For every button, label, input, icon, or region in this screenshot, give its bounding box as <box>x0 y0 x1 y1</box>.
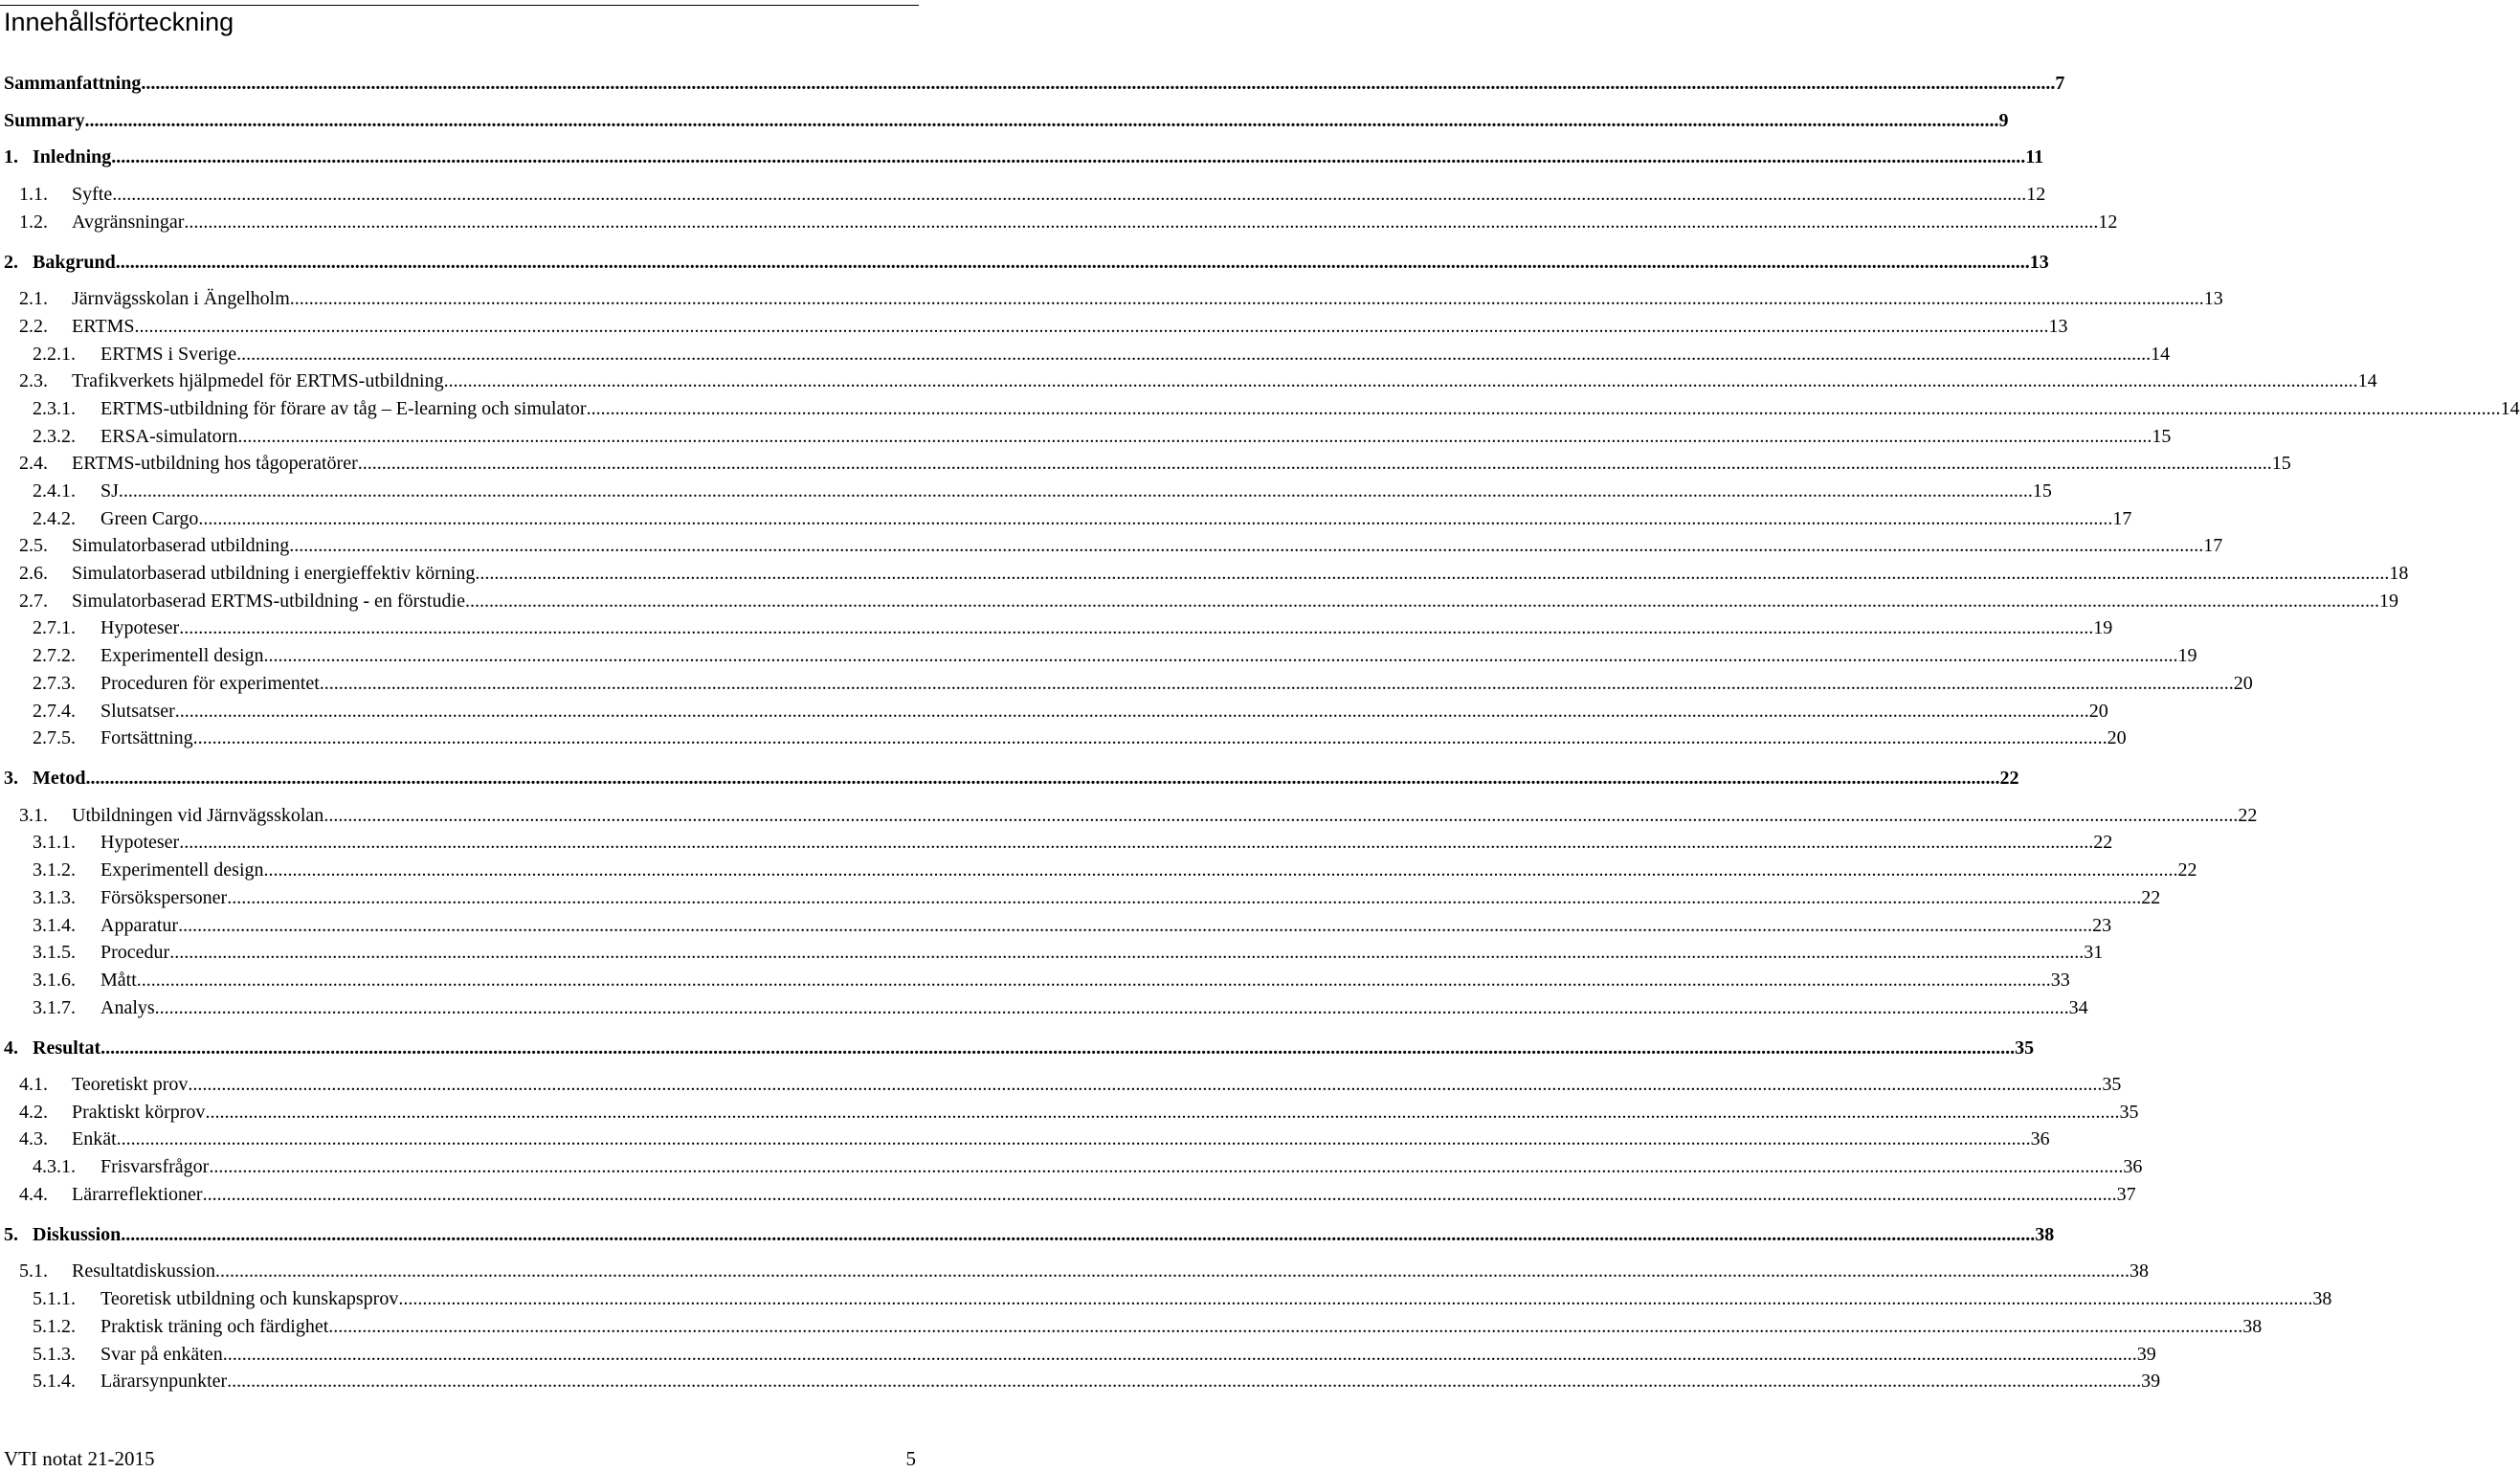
toc-entry-number: 2.7.5. <box>33 727 76 748</box>
toc-entry-number: 2.4. <box>19 453 48 474</box>
dot-leader: ................................................................................................................................................................................................................................................................................................................................................................................................................ <box>174 701 2089 722</box>
toc-entry[interactable] <box>0 1258 2150 1284</box>
toc-entry-page: 7 <box>2055 73 2065 94</box>
toc-entry-title: Diskussion <box>33 1224 122 1245</box>
toc-entry[interactable] <box>0 1071 2122 1098</box>
toc-entry[interactable] <box>0 1181 2136 1208</box>
toc-entry-title: ERTMS-utbildning hos tågoperatörer <box>72 453 358 474</box>
toc-entry-number: 4.3.1. <box>33 1156 76 1177</box>
toc-entry[interactable] <box>0 313 2068 340</box>
toc-entry-title: Analys <box>100 997 155 1018</box>
toc-entry-page: 33 <box>2050 970 2070 991</box>
dot-leader: ................................................................................................................................................................................................................................................................................................................................................................................................................ <box>188 1074 2103 1095</box>
toc-entry[interactable] <box>0 341 2171 368</box>
dot-leader: ................................................................................................................................................................................................................................................................................................................................................................................................................ <box>179 617 2094 638</box>
dot-leader: ................................................................................................................................................................................................................................................................................................................................................................................................................ <box>178 915 2093 936</box>
toc-entry-number: 2.2. <box>19 316 48 337</box>
footer-report-id: VTI notat 21-2015 <box>4 1447 155 1470</box>
toc-entry[interactable] <box>0 1368 2161 1394</box>
toc-entry-title: Teoretiskt prov <box>72 1074 189 1095</box>
toc-entry[interactable] <box>0 70 2065 97</box>
toc-entry-page: 15 <box>2271 453 2291 474</box>
toc-entry-number: 3.1.4. <box>33 915 76 936</box>
toc-entry-page: 38 <box>2130 1260 2150 1282</box>
dot-leader: ................................................................................................................................................................................................................................................................................................................................................................................................................ <box>263 645 2178 666</box>
dot-leader: ................................................................................................................................................................................................................................................................................................................................................................................................................ <box>121 1224 2036 1245</box>
toc-entry-title: Avgränsningar <box>72 212 185 233</box>
toc-entry[interactable] <box>0 884 2161 911</box>
toc-entry-page: 22 <box>2238 805 2258 826</box>
toc-entry[interactable] <box>0 249 2049 276</box>
toc-entry[interactable] <box>0 209 2118 235</box>
toc-entry[interactable] <box>0 285 2223 312</box>
dot-leader: ................................................................................................................................................................................................................................................................................................................................................................................................................ <box>237 426 2152 447</box>
toc-entry-page: 38 <box>2242 1316 2263 1337</box>
dot-leader: ................................................................................................................................................................................................................................................................................................................................................................................................................ <box>134 316 2049 337</box>
toc-entry-page: 22 <box>2177 859 2197 881</box>
toc-entry-number: 3.1.1. <box>33 832 76 853</box>
toc-entry-page: 14 <box>2357 370 2377 391</box>
toc-entry-number: 2.7.4. <box>33 701 76 722</box>
toc-entry-page: 22 <box>2141 887 2161 908</box>
toc-entry-page: 37 <box>2116 1184 2136 1205</box>
toc-entry-page: 20 <box>2088 701 2108 722</box>
toc-entry-title: ERSA-simulatorn <box>100 426 238 447</box>
toc-entry[interactable] <box>0 368 2377 394</box>
dot-leader: ................................................................................................................................................................................................................................................................................................................................................................................................................ <box>115 252 2030 273</box>
toc-entry-title: Syfte <box>72 184 113 205</box>
toc-entry-number: 3.1.3. <box>33 887 76 908</box>
toc-entry-number: 2.4.2. <box>33 508 76 529</box>
dot-leader: ................................................................................................................................................................................................................................................................................................................................................................................................................ <box>464 591 2379 612</box>
toc-entry-title: Lärarsynpunkter <box>100 1371 228 1392</box>
dot-leader: ................................................................................................................................................................................................................................................................................................................................................................................................................ <box>169 942 2085 963</box>
toc-entry-title: Svar på enkäten <box>100 1344 223 1365</box>
dot-leader: ................................................................................................................................................................................................................................................................................................................................................................................................................ <box>227 1371 2142 1392</box>
toc-entry-page: 35 <box>2015 1037 2035 1059</box>
toc-entry[interactable] <box>0 532 2223 559</box>
toc-entry-number: 2.2.1. <box>33 344 76 365</box>
toc-entry-page: 17 <box>2203 535 2223 556</box>
dot-leader: ................................................................................................................................................................................................................................................................................................................................................................................................................ <box>111 146 2026 167</box>
toc-entry-page: 39 <box>2136 1344 2156 1365</box>
dot-leader: ................................................................................................................................................................................................................................................................................................................................................................................................................ <box>443 370 2358 391</box>
dot-leader: ................................................................................................................................................................................................................................................................................................................................................................................................................ <box>289 535 2204 556</box>
toc-entry-title: Hypoteser <box>100 832 180 853</box>
toc-entry-title: Praktisk träning och färdighet <box>100 1316 329 1337</box>
toc-entry[interactable] <box>0 1153 2143 1180</box>
toc-entry-number: 4. <box>4 1037 18 1059</box>
toc-entry-number: 3.1.6. <box>33 970 76 991</box>
dot-leader: ................................................................................................................................................................................................................................................................................................................................................................................................................ <box>475 563 2390 584</box>
toc-entry[interactable] <box>0 1341 2156 1368</box>
toc-entry-page: 14 <box>2500 398 2520 419</box>
toc-entry[interactable] <box>0 1126 2050 1152</box>
toc-entry-number: 2.7.2. <box>33 645 76 666</box>
toc-entry[interactable] <box>0 939 2104 966</box>
toc-entry-title: Simulatorbaserad utbildning <box>72 535 290 556</box>
dot-leader: ................................................................................................................................................................................................................................................................................................................................................................................................................ <box>184 212 2099 233</box>
dot-leader: ................................................................................................................................................................................................................................................................................................................................................................................................................ <box>202 1184 2117 1205</box>
toc-entry[interactable] <box>0 725 2127 751</box>
toc-entry-number: 3. <box>4 768 18 789</box>
toc-entry-page: 39 <box>2141 1371 2161 1392</box>
toc-entry-title: Hypoteser <box>100 617 180 638</box>
dot-leader: ................................................................................................................................................................................................................................................................................................................................................................................................................ <box>263 859 2178 881</box>
toc-entry-number: 2.3. <box>19 370 48 391</box>
toc-entry-page: 9 <box>1998 110 2009 131</box>
toc-entry-page: 13 <box>2203 288 2223 309</box>
toc-entry-title: Mått <box>100 970 137 991</box>
toc-entry-page: 35 <box>2119 1102 2139 1123</box>
toc-entry-number: 5.1.4. <box>33 1371 76 1392</box>
toc-entry-number: 4.1. <box>19 1074 48 1095</box>
toc-entry-title: Metod <box>33 768 86 789</box>
toc-entry[interactable] <box>0 614 2113 641</box>
toc-entry[interactable] <box>0 802 2258 829</box>
toc-entry-page: 15 <box>2152 426 2172 447</box>
dot-leader: ................................................................................................................................................................................................................................................................................................................................................................................................................ <box>136 970 2051 991</box>
toc-entry-page: 38 <box>2312 1288 2332 1309</box>
toc-entry[interactable] <box>0 1285 2332 1312</box>
dot-leader: ................................................................................................................................................................................................................................................................................................................................................................................................................ <box>118 480 2033 502</box>
toc-entry[interactable] <box>0 829 2113 856</box>
toc-entry-title: Simulatorbaserad utbildning i energieffektiv körning <box>72 563 476 584</box>
dot-leader: ................................................................................................................................................................................................................................................................................................................................................................................................................ <box>586 398 2501 419</box>
toc-entry[interactable] <box>0 765 2019 792</box>
toc-entry-page: 20 <box>2233 673 2253 694</box>
toc-entry-title: Resultatdiskussion <box>72 1260 216 1282</box>
toc-entry-page: 12 <box>2026 184 2046 205</box>
dot-leader: ................................................................................................................................................................................................................................................................................................................................................................................................................ <box>328 1316 2243 1337</box>
toc-entry[interactable] <box>0 450 2291 477</box>
toc-entry-page: 35 <box>2102 1074 2122 1095</box>
toc-entry-title: ERTMS <box>72 316 135 337</box>
toc-entry-number: 1.1. <box>19 184 48 205</box>
toc-entry-title: Bakgrund <box>33 252 116 273</box>
toc-entry-page: 22 <box>2093 832 2113 853</box>
dot-leader: ................................................................................................................................................................................................................................................................................................................................................................................................................ <box>236 344 2152 365</box>
toc-entry-number: 4.2. <box>19 1102 48 1123</box>
dot-leader: ................................................................................................................................................................................................................................................................................................................................................................................................................ <box>192 727 2107 748</box>
toc-entry[interactable] <box>0 1221 2055 1248</box>
toc-entry-title: Sammanfattning <box>4 73 142 94</box>
toc-entry-title: Resultat <box>33 1037 101 1059</box>
dot-leader: ................................................................................................................................................................................................................................................................................................................................................................................................................ <box>209 1156 2124 1177</box>
toc-entry-page: 13 <box>2029 252 2049 273</box>
toc-entry[interactable] <box>0 588 2398 614</box>
toc-entry-number: 2.5. <box>19 535 48 556</box>
toc-entry-title: Inledning <box>33 146 112 167</box>
dot-leader: ................................................................................................................................................................................................................................................................................................................................................................................................................ <box>222 1344 2137 1365</box>
toc-entry-page: 20 <box>2107 727 2127 748</box>
toc-entry-page: 11 <box>2025 146 2044 167</box>
toc-entry-number: 5. <box>4 1224 18 1245</box>
toc-entry-number: 3.1.2. <box>33 859 76 881</box>
dot-leader: ................................................................................................................................................................................................................................................................................................................................................................................................................ <box>154 997 2069 1018</box>
dot-leader: ................................................................................................................................................................................................................................................................................................................................................................................................................ <box>116 1128 2031 1149</box>
toc-entry-number: 1.2. <box>19 212 48 233</box>
dot-leader: ................................................................................................................................................................................................................................................................................................................................................................................................................ <box>84 110 1999 131</box>
toc-entry-number: 2.1. <box>19 288 48 309</box>
toc-entry-title: Trafikverkets hjälpmedel för ERTMS-utbildning <box>72 370 444 391</box>
toc-entry-title: Green Cargo <box>100 508 199 529</box>
toc-entry-title: SJ <box>100 480 119 502</box>
page-footer <box>4 1445 916 1472</box>
dot-leader: ................................................................................................................................................................................................................................................................................................................................................................................................................ <box>112 184 2027 205</box>
toc-entry-number: 2.3.2. <box>33 426 76 447</box>
toc-entry-number: 5.1.3. <box>33 1344 76 1365</box>
toc-entry-title: Försökspersoner <box>100 887 228 908</box>
toc-entry[interactable] <box>0 107 2009 134</box>
toc-entry-number: 5.1.1. <box>33 1288 76 1309</box>
dot-leader: ................................................................................................................................................................................................................................................................................................................................................................................................................ <box>179 832 2094 853</box>
toc-entry-page: 38 <box>2035 1224 2055 1245</box>
dot-leader: ................................................................................................................................................................................................................................................................................................................................................................................................................ <box>85 768 2000 789</box>
dot-leader: ................................................................................................................................................................................................................................................................................................................................................................................................................ <box>357 453 2272 474</box>
dot-leader: ................................................................................................................................................................................................................................................................................................................................................................................................................ <box>227 887 2142 908</box>
toc-entry-number: 3.1. <box>19 805 48 826</box>
toc-entry-page: 23 <box>2092 915 2112 936</box>
toc-entry-page: 19 <box>2093 617 2113 638</box>
toc-entry[interactable] <box>0 560 2409 587</box>
toc-entry-title: Simulatorbaserad ERTMS-utbildning - en förstudie <box>72 591 465 612</box>
toc-entry-page: 15 <box>2032 480 2052 502</box>
toc-entry-number: 2.7.1. <box>33 617 76 638</box>
toc-entry-number: 2. <box>4 252 18 273</box>
toc-entry-title: Apparatur <box>100 915 179 936</box>
dot-leader: ................................................................................................................................................................................................................................................................................................................................................................................................................ <box>289 288 2204 309</box>
toc-entry-page: 31 <box>2084 942 2104 963</box>
toc-entry[interactable] <box>0 912 2112 939</box>
toc-entry[interactable] <box>0 670 2253 697</box>
toc-entry-number: 4.3. <box>19 1128 48 1149</box>
toc-entry-number: 3.1.5. <box>33 942 76 963</box>
toc-entry-page: 14 <box>2151 344 2171 365</box>
dot-leader: ................................................................................................................................................................................................................................................................................................................................................................................................................ <box>100 1037 2016 1059</box>
toc-entry-number: 5.1.2. <box>33 1316 76 1337</box>
toc-entry-title: Experimentell design <box>100 645 264 666</box>
toc-entry-page: 36 <box>2123 1156 2143 1177</box>
footer-page-number: 5 <box>905 1447 916 1470</box>
toc-entry[interactable] <box>0 642 2197 669</box>
toc-entry-page: 22 <box>1999 768 2019 789</box>
toc-entry-page: 19 <box>2378 591 2398 612</box>
dot-leader: ................................................................................................................................................................................................................................................................................................................................................................................................................ <box>215 1260 2130 1282</box>
toc-entry-title: ERTMS-utbildning för förare av tåg – E-learning och simulator <box>100 398 587 419</box>
toc-entry-number: 1. <box>4 146 18 167</box>
toc-entry[interactable] <box>0 181 2046 208</box>
dot-leader: ................................................................................................................................................................................................................................................................................................................................................................................................................ <box>198 508 2113 529</box>
toc-entry-title: Slutsatser <box>100 701 175 722</box>
toc-entry-number: 5.1. <box>19 1260 48 1282</box>
toc-entry[interactable] <box>0 478 2052 504</box>
toc-entry[interactable] <box>0 423 2172 450</box>
toc-entry-page: 19 <box>2177 645 2197 666</box>
toc-entry[interactable] <box>0 967 2070 993</box>
toc-entry-page: 36 <box>2030 1128 2050 1149</box>
toc-entry-title: Lärarreflektioner <box>72 1184 203 1205</box>
toc-entry[interactable] <box>0 994 2088 1021</box>
toc-entry-title: Proceduren för experimentet <box>100 673 320 694</box>
toc-entry-title: Summary <box>4 110 85 131</box>
toc-entry-number: 2.7. <box>19 591 48 612</box>
toc-entry-title: Frisvarsfrågor <box>100 1156 210 1177</box>
toc-entry-title: Järnvägsskolan i Ängelholm <box>72 288 290 309</box>
toc-entry-page: 18 <box>2389 563 2409 584</box>
toc-entry-number: 4.4. <box>19 1184 48 1205</box>
toc-entry[interactable] <box>0 1313 2263 1340</box>
toc-entry-number: 2.7.3. <box>33 673 76 694</box>
toc-entry-page: 34 <box>2068 997 2088 1018</box>
dot-leader: ................................................................................................................................................................................................................................................................................................................................................................................................................ <box>205 1102 2120 1123</box>
dot-leader: ................................................................................................................................................................................................................................................................................................................................................................................................................ <box>323 805 2239 826</box>
toc-entry-number: 2.3.1. <box>33 398 76 419</box>
toc-entry-number: 2.4.1. <box>33 480 76 502</box>
toc-entry-title: Experimentell design <box>100 859 264 881</box>
toc-entry-title: Teoretisk utbildning och kunskapsprov <box>100 1288 399 1309</box>
toc-entry[interactable] <box>0 1035 2035 1061</box>
toc-entry-page: 13 <box>2048 316 2068 337</box>
toc-entry[interactable] <box>0 505 2132 532</box>
toc-entry-title: Praktiskt körprov <box>72 1102 206 1123</box>
toc-entry-page: 17 <box>2112 508 2132 529</box>
toc-entry[interactable] <box>0 144 2044 170</box>
toc-entry-title: Procedur <box>100 942 170 963</box>
toc-entry-title: Enkät <box>72 1128 117 1149</box>
toc-entry[interactable] <box>0 395 2520 422</box>
toc-entry[interactable] <box>0 698 2108 725</box>
toc-heading: Innehållsförteckning <box>4 8 234 36</box>
toc-entry[interactable] <box>0 857 2197 883</box>
toc-entry-title: Utbildningen vid Järnvägsskolan <box>72 805 324 826</box>
toc-entry[interactable] <box>0 1099 2139 1126</box>
dot-leader: ................................................................................................................................................................................................................................................................................................................................................................................................................ <box>319 673 2234 694</box>
toc-entry-title: Fortsättning <box>100 727 193 748</box>
toc-entry-number: 3.1.7. <box>33 997 76 1018</box>
toc-entry-page: 12 <box>2098 212 2118 233</box>
dot-leader: ................................................................................................................................................................................................................................................................................................................................................................................................................ <box>398 1288 2313 1309</box>
toc-entry-title: ERTMS i Sverige <box>100 344 237 365</box>
dot-leader: ................................................................................................................................................................................................................................................................................................................................................................................................................ <box>141 73 2056 94</box>
toc-entry-number: 2.6. <box>19 563 48 584</box>
